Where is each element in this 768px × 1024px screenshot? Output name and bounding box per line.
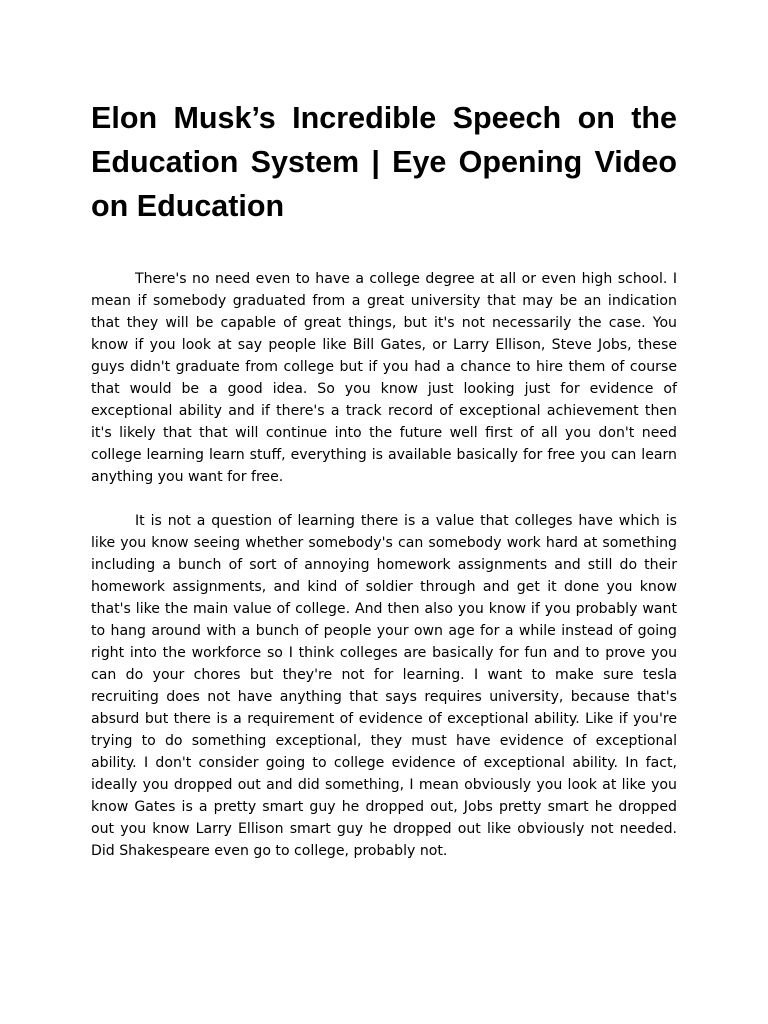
document-body — [91, 268, 677, 862]
paragraph-1: There's no need even to have a college degree at all or even high school. I mean if somebody graduated from a great university that may be an indication that they will be capable of great things, but it's not necessarily the case. You know if you look at say people like Bill Gates, or Larry Ellison, Steve Jobs, these guys didn't graduate from college but if you had a chance to hire them of course that would be a good idea. So you know just looking just for evidence of exceptional ability and if there's a track record of exceptional achievement then it's likely that that will continue into the future well first of all you don't need college learning learn stuff, everything is available basically for free you can learn anything you want for free. — [91, 271, 677, 485]
document-title: Elon Musk’s Incredible Speech on the Education System | Eye Opening Video on Education — [91, 101, 677, 223]
document-page — [91, 96, 677, 884]
paragraph-2: It is not a question of learning there is a value that colleges have which is like you know seeing whether somebody's can somebody work hard at something including a bunch of sort of annoying homework assignments and still do their homework assignments, and kind of soldier through and get it done you know that's like the main value of college. And then also you know if you probably want to hang around with a bunch of people your own age for a while instead of going right into the workforce so I think colleges are basically for fun and to prove you can do your chores but they're not for learning. I want to make sure tesla recruiting does not have anything that says requires university, because that's absurd but there is a requirement of evidence of exceptional ability. Like if you're trying to do something exceptional, they must have evidence of exceptional ability. I don't consider going to college evidence of exceptional ability. In fact, ideally you dropped out and did something, I mean obviously you look at like you know Gates is a pretty smart guy he dropped out, Jobs pretty smart he dropped out you know Larry Ellison smart guy he dropped out like obviously not needed. Did Shakespeare even go to college, probably not. — [91, 513, 677, 859]
